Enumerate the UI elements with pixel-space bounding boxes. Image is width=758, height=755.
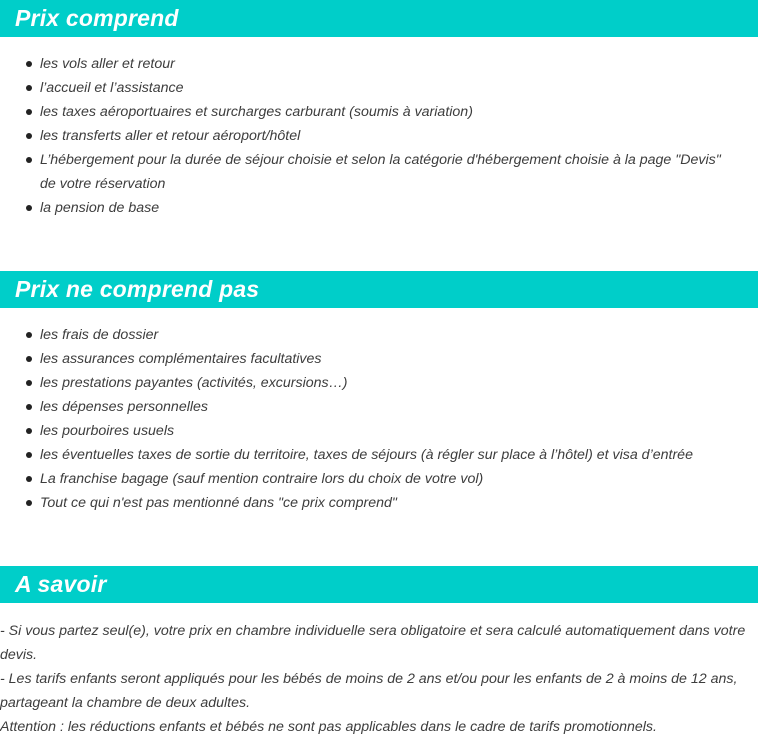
section-title: Prix ne comprend pas <box>15 276 260 302</box>
section-title: Prix comprend <box>15 5 179 31</box>
info-paragraph: - Si vous partez seul(e), votre prix en chambre individuelle sera obligatoire et sera calculé automatiquement dans votre devis. <box>0 623 746 663</box>
section-header-prix-comprend <box>0 0 758 37</box>
bullet-icon <box>26 61 32 67</box>
list-item: les frais de dossier <box>0 323 758 347</box>
list-item: la pension de base <box>0 196 758 220</box>
bullet-icon <box>26 332 32 338</box>
bullet-icon <box>26 109 32 115</box>
bullet-icon <box>26 85 32 91</box>
list-item: L’hébergement pour la durée de séjour choisie et selon la catégorie d'hébergement choisie à la page "Devis" de votre réservation <box>0 148 758 196</box>
list-item: les transferts aller et retour aéroport/hôtel <box>0 124 758 148</box>
list-item: les prestations payantes (activités, excursions…) <box>0 371 758 395</box>
list-item: les vols aller et retour <box>0 52 758 76</box>
excluded-list <box>0 323 758 515</box>
list-item: les assurances complémentaires facultatives <box>0 347 758 371</box>
bullet-icon <box>26 133 32 139</box>
bullet-icon <box>26 205 32 211</box>
bullet-icon <box>26 380 32 386</box>
bullet-icon <box>26 356 32 362</box>
info-paragraph: - Les tarifs enfants seront appliqués pour les bébés de moins de 2 ans et/ou pour les enfants de 2 à moins de 12 ans, partageant la chambre de deux adultes. <box>0 671 738 711</box>
section-header-prix-ne-comprend-pas <box>0 271 758 308</box>
list-item: Tout ce qui n'est pas mentionné dans "ce prix comprend" <box>0 491 758 515</box>
info-paragraph: Attention : les réductions enfants et bébés ne sont pas applicables dans le cadre de tarifs promotionnels. <box>0 719 657 735</box>
section-header-a-savoir <box>0 566 758 603</box>
list-item: les pourboires usuels <box>0 419 758 443</box>
list-item: les éventuelles taxes de sortie du territoire, taxes de séjours (à régler sur place à l’hôtel) et visa d’entrée <box>0 443 758 467</box>
list-item: les dépenses personnelles <box>0 395 758 419</box>
bullet-icon <box>26 404 32 410</box>
bullet-icon <box>26 500 32 506</box>
a-savoir-text <box>0 619 756 739</box>
included-list <box>0 52 758 220</box>
bullet-icon <box>26 452 32 458</box>
list-item: l’accueil et l’assistance <box>0 76 758 100</box>
section-title: A savoir <box>15 571 107 597</box>
list-item: les taxes aéroportuaires et surcharges carburant (soumis à variation) <box>0 100 758 124</box>
bullet-icon <box>26 157 32 163</box>
bullet-icon <box>26 476 32 482</box>
list-item: La franchise bagage (sauf mention contraire lors du choix de votre vol) <box>0 467 758 491</box>
bullet-icon <box>26 428 32 434</box>
